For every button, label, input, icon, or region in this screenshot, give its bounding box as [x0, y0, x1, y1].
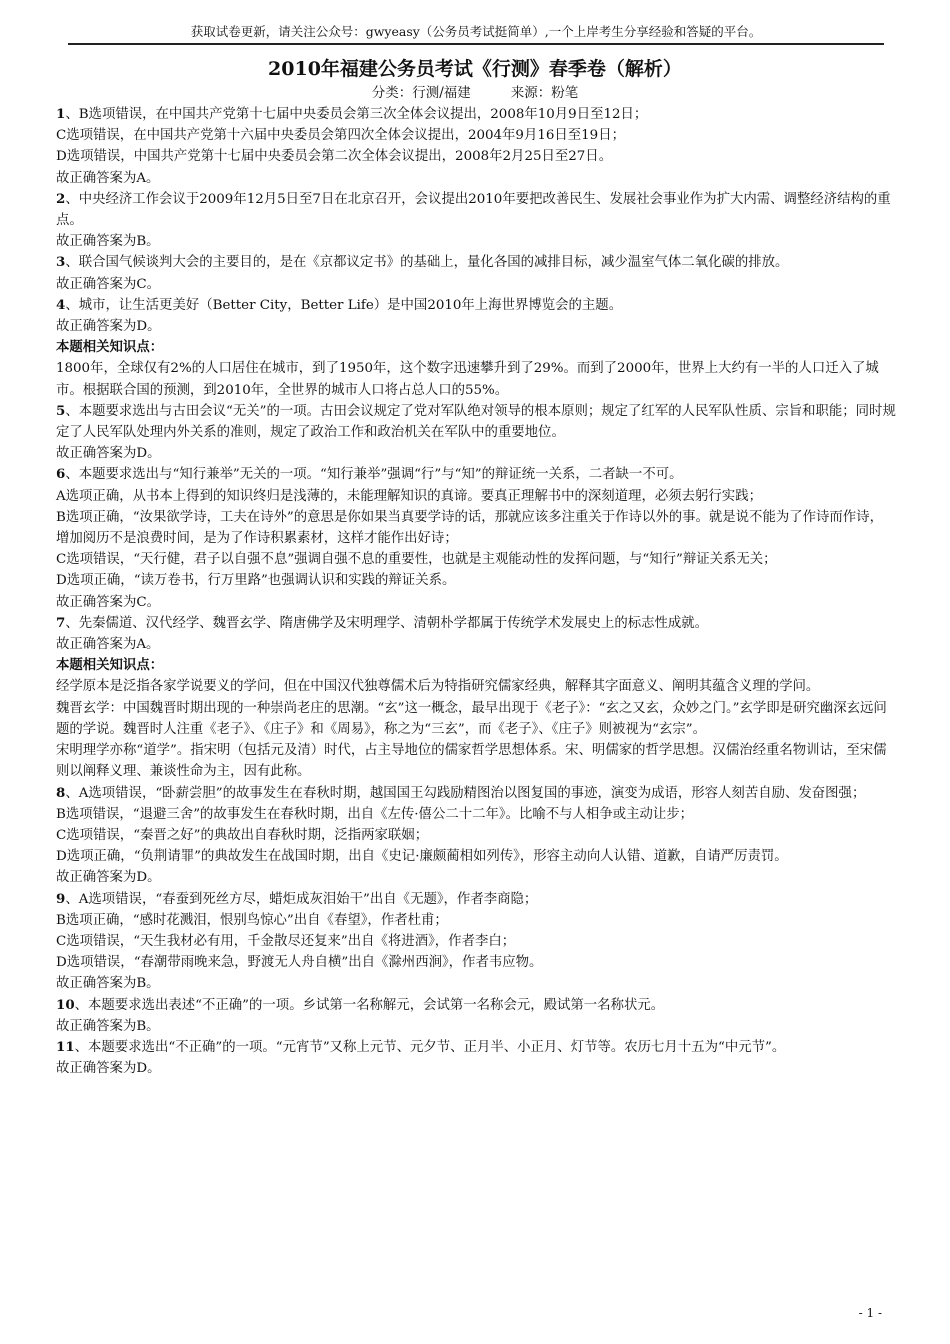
line-text: 、中央经济工作会议于2009年12月5日至7日在北京召开，会议提出2010年要把改善民生、发展社会事业作为扩大内需、调整经济结构的重点。 — [56, 191, 891, 229]
explanation-line — [56, 358, 896, 400]
question-number: 11 — [56, 1038, 75, 1055]
knowledge-heading — [56, 655, 896, 676]
explanation-line — [56, 952, 896, 973]
question-number: 3 — [56, 254, 66, 271]
question-number: 4 — [56, 296, 66, 313]
question-explanation — [56, 189, 896, 231]
line-text: 、A选项错误，“春蚕到死丝方尽，蜡炬成灰泪始干”出自《无题》，作者李商隐； — [65, 891, 538, 907]
question-number: 7 — [56, 614, 66, 631]
explanation-line — [56, 804, 896, 825]
line-text: 故正确答案为D。 — [56, 1061, 161, 1077]
line-text: 经学原本是泛指各家学说要义的学问，但在中国汉代独尊儒术后为特指研究儒家经典，解释其字面意义、阐明其蕴含义理的学问。 — [56, 679, 820, 695]
question-number: 5 — [56, 402, 66, 419]
line-text: 故正确答案为B。 — [56, 976, 160, 992]
question-number: 2 — [56, 190, 66, 207]
line-text: D选项正确，“读万卷书，行万里路”也强调认识和实践的辩证关系。 — [56, 573, 456, 589]
line-text: 、本题要求选出与古田会议“无关”的一项。古田会议规定了党对军队绝对领导的根本原则；规定了红军的人民军队性质、宗旨和职能；同时规定了人民军队处理内外关系的准则，规定了政治工作和政治机关在军队中的重要地位。 — [56, 403, 896, 441]
explanation-line — [56, 825, 896, 846]
line-text: A选项正确，从书本上得到的知识终归是浅薄的，未能理解知识的真谛。要真正理解书中的深刻道理，必须去躬行实践； — [56, 488, 762, 504]
line-text: 故正确答案为D。 — [56, 319, 161, 335]
answer-explanations — [56, 104, 896, 1079]
line-text: B选项正确，“汝果欲学诗，工夫在诗外”的意思是你如果当真要学诗的话，那就应该多注重关于作诗以外的事。就是说不能为了作诗而作诗，增加阅历不是浪费时间，是为了作诗积累素材，这样才能作出好诗； — [56, 509, 883, 547]
question-number: 1 — [56, 106, 66, 122]
explanation-line — [56, 867, 896, 888]
explanation-line — [56, 316, 896, 337]
line-text: 、联合国气候谈判大会的主要目的，是在《京都议定书》的基础上，量化各国的减排目标，减少温室气体二氧化碳的排放。 — [65, 255, 789, 271]
line-text: D选项错误，“春潮带雨晚来急，野渡无人舟自横”出自《滁州西涧》，作者韦应物。 — [56, 955, 543, 971]
question-explanation — [56, 613, 896, 634]
meta-category: 分类：行测/福建 — [371, 85, 471, 101]
explanation-line — [56, 125, 896, 146]
explanation-line — [56, 846, 896, 867]
explanation-line — [56, 231, 896, 252]
document-meta — [0, 81, 950, 101]
line-text: 故正确答案为D。 — [56, 446, 161, 462]
line-text: 故正确答案为A。 — [56, 170, 160, 186]
explanation-line — [56, 274, 896, 295]
explanation-line — [56, 973, 896, 994]
question-explanation — [56, 995, 896, 1016]
question-number: 6 — [56, 466, 66, 483]
question-explanation — [56, 889, 896, 910]
explanation-line — [56, 634, 896, 655]
line-text: D选项正确，“负荆请罪”的典故发生在战国时期，出自《史记·廉颇蔺相如列传》，形容主动向人认错、道歉，自请严厉责罚。 — [56, 849, 788, 865]
explanation-line — [56, 146, 896, 167]
explanation-line — [56, 168, 896, 189]
question-explanation — [56, 295, 896, 316]
line-text: B选项正确，“感时花溅泪，恨别鸟惊心”出自《春望》，作者杜甫； — [56, 912, 448, 928]
explanation-line — [56, 931, 896, 952]
header-notice: 获取试卷更新，请关注公众号：gwyeasy（公务员考试挺简单）,一个上岸考生分享经验和答疑的平台。 — [190, 24, 762, 39]
explanation-line — [56, 507, 896, 549]
question-explanation — [56, 104, 896, 125]
question-explanation — [56, 464, 896, 485]
line-text: 、城市，让生活更美好（Better City，Better Life）是中国2010年上海世界博览会的主题。 — [65, 297, 623, 313]
line-text: B选项错误，“退避三舍”的故事发生在春秋时期，出自《左传·僖公二十二年》。比喻不与人相争或主动让步； — [56, 806, 694, 822]
line-text: 、A选项错误，“卧薪尝胆”的故事发生在春秋时期，越国国王勾践励精图治以图复国的事迹，演变为成语，形容人刻苦自励、发奋图强； — [65, 785, 866, 801]
line-text: 本题相关知识点： — [56, 339, 164, 356]
line-text: 故正确答案为A。 — [56, 637, 160, 653]
explanation-line — [56, 676, 896, 697]
explanation-line — [56, 910, 896, 931]
explanation-line — [56, 698, 896, 740]
line-text: 故正确答案为B。 — [56, 1018, 160, 1034]
line-text: 、本题要求选出表述“不正确”的一项。乡试第一名称解元，会试第一名称会元，殿试第一名称状元。 — [74, 997, 665, 1013]
question-explanation — [56, 1037, 896, 1058]
explanation-line — [56, 443, 896, 464]
line-text: 故正确答案为B。 — [56, 234, 160, 250]
question-explanation — [56, 252, 896, 273]
line-text: C选项错误，“天生我材必有用，千金散尽还复来”出自《将进酒》，作者李白； — [56, 933, 516, 949]
question-explanation — [56, 401, 896, 443]
explanation-line — [56, 1058, 896, 1079]
document-title: 2010年福建公务员考试《行测》春季卷（解析） — [268, 58, 682, 80]
line-text: 故正确答案为D。 — [56, 870, 161, 886]
explanation-line — [56, 592, 896, 613]
explanation-line — [56, 1016, 896, 1037]
line-text: 故正确答案为C。 — [56, 276, 160, 292]
line-text: C选项错误，“秦晋之好”的典故出自春秋时期，泛指两家联姻； — [56, 827, 429, 843]
line-text: 宋明理学亦称“道学”。指宋明（包括元及清）时代，占主导地位的儒家哲学思想体系。宋、明儒家的哲学思想。汉儒治经重名物训诂，至宋儒则以阐释义理、兼谈性命为主，因有此称。 — [56, 743, 887, 780]
line-text: C选项错误，“天行健，君子以自强不息”强调自强不息的重要性，也就是主观能动性的发挥问题，与“知行”辩证关系无关； — [56, 552, 777, 568]
line-text: C选项错误，在中国共产党第十六届中央委员会第四次全体会议提出，2004年9月16日至19日； — [56, 128, 625, 144]
question-explanation — [56, 783, 896, 804]
line-text: 本题相关知识点： — [56, 657, 164, 674]
question-number: 9 — [56, 890, 66, 907]
meta-source: 来源：粉笔 — [510, 85, 579, 101]
question-number: 8 — [56, 784, 66, 801]
line-text: D选项错误，中国共产党第十七届中央委员会第二次全体会议提出，2008年2月25日至27日。 — [56, 149, 613, 165]
line-text: 、本题要求选出与“知行兼举”无关的一项。“知行兼举”强调“行”与“知”的辩证统一关系，二者缺一不可。 — [65, 467, 683, 483]
knowledge-heading — [56, 337, 896, 358]
header-divider — [68, 43, 884, 45]
line-text: 、本题要求选出“不正确”的一项。“元宵节”又称上元节、元夕节、正月半、小正月、灯节等。农历七月十五为“中元节”。 — [74, 1039, 786, 1055]
explanation-line — [56, 740, 896, 782]
line-text: 、先秦儒道、汉代经学、魏晋玄学、隋唐佛学及宋明理学、清朝朴学都属于传统学术发展史上的标志性成就。 — [65, 615, 709, 631]
line-text: 故正确答案为C。 — [56, 594, 160, 610]
explanation-line — [56, 570, 896, 591]
line-text: 、B选项错误，在中国共产党第十七届中央委员会第三次全体会议提出，2008年10月9日至12日； — [65, 107, 648, 122]
page-number: - 1 - — [858, 1306, 882, 1320]
line-text: 魏晋玄学：中国魏晋时期出现的一种崇尚老庄的思潮。“玄”这一概念，最早出现于《老子》：“玄之又玄，众妙之门。”玄学即是研究幽深玄远问题的学说。魏晋时人注重《老子》、《庄子》和《周易》，称之为“三玄”，而《老子》、《庄子》则被视为“玄宗”。 — [56, 700, 887, 737]
line-text: 1800年，全球仅有2%的人口居住在城市，到了1950年，这个数字迅速攀升到了29%。而到了2000年，世界上大约有一半的人口迁入了城市。根据联合国的预测，到2010年，全世界的城市人口将占总人口的55%。 — [56, 361, 879, 398]
question-number: 10 — [56, 996, 75, 1013]
explanation-line — [56, 549, 896, 570]
explanation-line — [56, 486, 896, 507]
